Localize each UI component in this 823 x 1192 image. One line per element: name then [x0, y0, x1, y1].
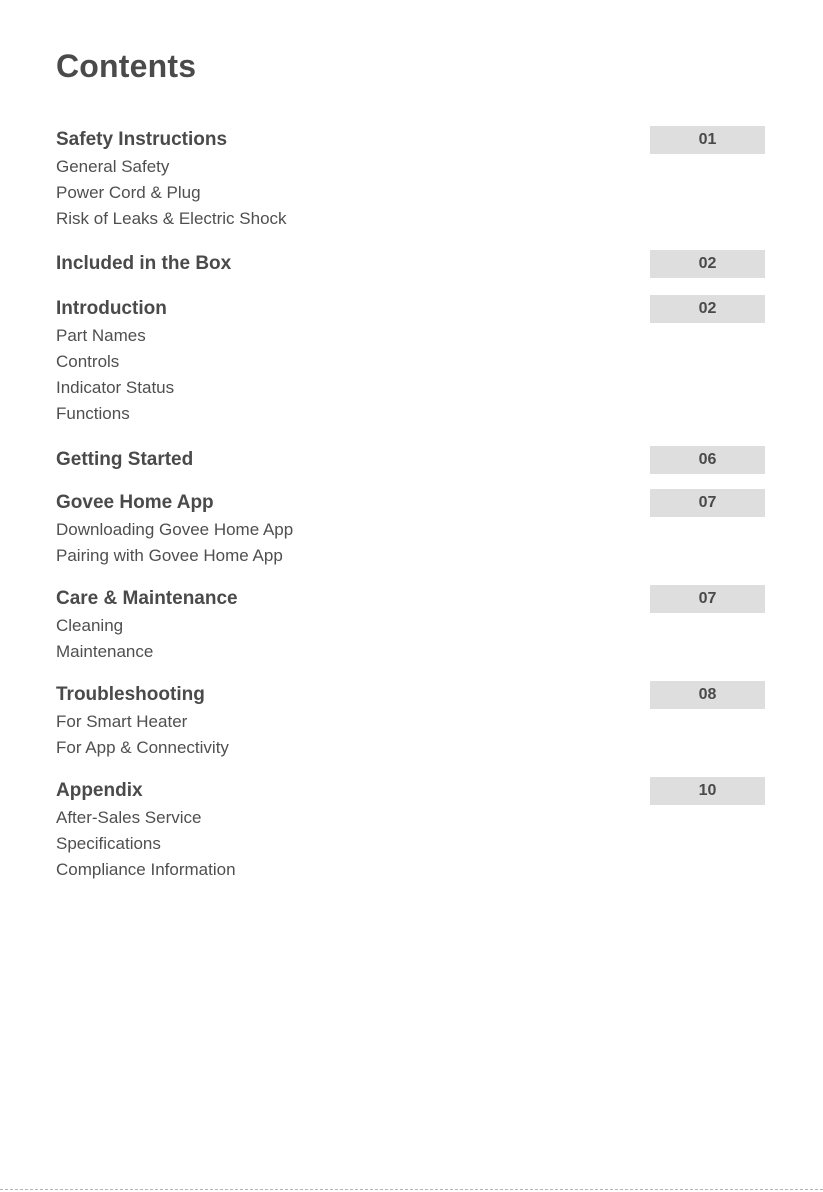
toc-subitem-power-cord-plug[interactable]: Power Cord & Plug — [56, 183, 201, 202]
bottom-divider — [0, 1189, 823, 1190]
toc-page-number[interactable]: 07 — [650, 585, 765, 613]
toc-heading-appendix[interactable]: Appendix — [56, 780, 143, 801]
toc-section-getting-started — [56, 446, 765, 474]
toc-page-number[interactable]: 06 — [650, 446, 765, 474]
toc-section-troubleshooting — [56, 681, 765, 761]
toc-heading-included-in-the-box[interactable]: Included in the Box — [56, 253, 232, 274]
toc-heading-safety-instructions[interactable]: Safety Instructions — [56, 129, 228, 150]
toc-subitem-compliance-information[interactable]: Compliance Information — [56, 860, 236, 879]
toc-section-included-in-the-box — [56, 250, 765, 278]
toc-subitem-smart-heater[interactable]: For Smart Heater — [56, 712, 188, 731]
toc-section-care-maintenance — [56, 585, 765, 665]
toc-subitem-indicator-status[interactable]: Indicator Status — [56, 378, 175, 397]
toc-heading-introduction[interactable]: Introduction — [56, 298, 167, 319]
toc-page-number[interactable]: 08 — [650, 681, 765, 709]
toc-subitem-functions[interactable]: Functions — [56, 404, 130, 423]
toc-subitem-risk-of-leaks[interactable]: Risk of Leaks & Electric Shock — [56, 209, 287, 228]
toc-page-number[interactable]: 10 — [650, 777, 765, 805]
page-title: Contents — [56, 48, 197, 84]
toc-page-number[interactable]: 02 — [650, 250, 765, 278]
toc-page-number[interactable]: 01 — [650, 126, 765, 154]
toc-subitem-pairing-app[interactable]: Pairing with Govee Home App — [56, 546, 283, 565]
toc-heading-getting-started[interactable]: Getting Started — [56, 449, 194, 470]
toc-heading-govee-home-app[interactable]: Govee Home App — [56, 492, 214, 513]
toc-heading-care-maintenance[interactable]: Care & Maintenance — [56, 588, 238, 609]
toc-section-govee-home-app — [56, 489, 765, 569]
toc-section-safety-instructions — [56, 126, 765, 232]
toc-subitem-general-safety[interactable]: General Safety — [56, 157, 170, 176]
toc-subitem-downloading-app[interactable]: Downloading Govee Home App — [56, 520, 294, 539]
toc-page-number[interactable]: 02 — [650, 295, 765, 323]
toc-section-appendix — [56, 777, 765, 883]
toc-subitem-after-sales-service[interactable]: After-Sales Service — [56, 808, 202, 827]
toc-subitem-cleaning[interactable]: Cleaning — [56, 616, 124, 635]
toc-page-number[interactable]: 07 — [650, 489, 765, 517]
toc-subitem-controls[interactable]: Controls — [56, 352, 120, 371]
toc-subitem-specifications[interactable]: Specifications — [56, 834, 161, 853]
toc-subitem-maintenance[interactable]: Maintenance — [56, 642, 154, 661]
toc-subitem-app-connectivity[interactable]: For App & Connectivity — [56, 738, 229, 757]
toc-section-introduction — [56, 295, 765, 427]
toc-heading-troubleshooting[interactable]: Troubleshooting — [56, 684, 205, 705]
toc-subitem-part-names[interactable]: Part Names — [56, 326, 146, 345]
